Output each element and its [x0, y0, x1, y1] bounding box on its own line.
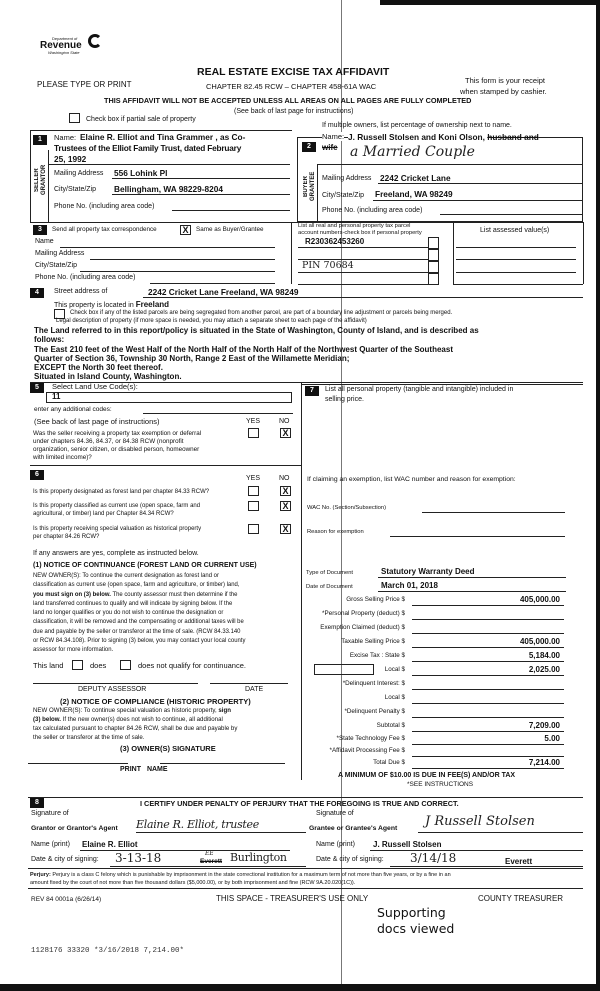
- perjury-bold: Perjury:: [30, 872, 51, 878]
- buyer-mailing-label: Mailing Address: [322, 175, 372, 182]
- exemption-claim-label: If claiming an exemption, list WAC number and reason for exemption:: [307, 476, 516, 483]
- deputy-date-field[interactable]: [210, 683, 288, 684]
- fee-line: [412, 744, 564, 745]
- historic-question: Is this property receiving special valuation as historical property: [33, 526, 202, 532]
- yes-header: YES: [246, 418, 261, 425]
- grantor-city-struck: Everett: [200, 858, 223, 865]
- owner-signature-field[interactable]: [28, 763, 128, 764]
- located-city: Freeland: [135, 300, 170, 309]
- partial-sale-label: Check box if partial sale of property: [86, 116, 196, 123]
- fee-value[interactable]: 5.00: [544, 734, 560, 743]
- notice-bold: sign: [218, 707, 231, 714]
- legal-description-line: The Land referred to in this report/policy is situated in the State of Washington, County of Island, and is described as: [34, 326, 479, 335]
- notice-line: [33, 706, 237, 715]
- parcel-number-handwritten[interactable]: PIN 70684: [302, 260, 354, 271]
- assessed-value-field[interactable]: [456, 247, 576, 248]
- forest-land-question: Is this property designated as forest land per chapter 84.33 RCW?: [33, 489, 210, 495]
- fee-label: Subtotal $: [376, 722, 405, 729]
- fee-value[interactable]: 405,000.00: [519, 637, 560, 646]
- fee-line: [412, 661, 564, 662]
- dor-logo: [40, 36, 82, 55]
- does-qualify-checkbox[interactable]: [72, 660, 83, 670]
- buyer-phone-field[interactable]: [440, 214, 583, 215]
- no-header: NO: [279, 475, 290, 482]
- grantee-sign-date[interactable]: 3/14/18: [410, 851, 457, 865]
- stamp-supporting: Supporting: [377, 905, 446, 920]
- street-address[interactable]: 2242 Cricket Lane Freeland, WA 98249: [148, 287, 299, 297]
- notice-text: The county assessor must then determine if the: [110, 590, 238, 598]
- grantee-print-name[interactable]: J. Russell Stolsen: [373, 840, 442, 849]
- section3-name-label: Name: [35, 238, 54, 245]
- grantor-date-city-label: Date & city of signing:: [31, 856, 99, 863]
- current-use-question: Is this property classified as current use (open space, farm and: [33, 503, 201, 509]
- logo-name: Revenue: [40, 40, 82, 51]
- forest-no-checkbox[interactable]: X: [280, 486, 291, 496]
- notice-line: NEW OWNER(S): To continue the current designation as forest land or: [33, 572, 219, 579]
- forest-yes-checkbox[interactable]: [248, 486, 259, 496]
- notice-continuance-text: [33, 571, 245, 655]
- wac-number-field[interactable]: [422, 512, 565, 513]
- fee-label: *Affidavit Processing Fee $: [329, 747, 405, 754]
- logo-swirl-icon: [88, 34, 102, 48]
- fee-value[interactable]: 7,209.00: [528, 721, 560, 730]
- scan-edge-bottom: [0, 984, 600, 991]
- see-back-instructions: (See back of last page of instructions): [34, 417, 160, 426]
- personal-property-checkbox-1[interactable]: [428, 237, 439, 249]
- notice-line: due and payable by the seller or transferor at the time of sale. (RCW 84.33.140: [33, 627, 241, 635]
- seller-mailing-label: Mailing Address: [54, 170, 104, 177]
- personal-property-label: selling price.: [325, 396, 364, 403]
- fee-line: [412, 756, 564, 757]
- fee-line: [412, 717, 564, 718]
- buyer-mailing-address[interactable]: 2242 Cricket Lane: [380, 173, 451, 183]
- grantor-sign-city[interactable]: Burlington: [230, 851, 287, 864]
- seller-mailing-address[interactable]: 556 Lohink Pl: [114, 168, 168, 178]
- buyer-grantee-label: BUYER GRANTEE: [303, 171, 316, 201]
- land-use-code: 11: [52, 392, 61, 401]
- date-label: DATE: [245, 686, 264, 693]
- buyer-name-line-1[interactable]: [348, 132, 539, 142]
- fee-label: Taxable Selling Price $: [341, 638, 405, 645]
- additional-codes-label: enter any additional codes:: [34, 406, 112, 413]
- form-title: REAL ESTATE EXCISE TAX AFFIDAVIT: [197, 66, 390, 78]
- notice-text: If the new owner(s) does not wish to continue, all additional: [60, 716, 223, 723]
- owner-print-name-field[interactable]: [160, 763, 285, 764]
- exemption-question: Was the seller receiving a property tax exemption or deferral: [33, 430, 202, 437]
- parcel-header-1: List all real and personal property tax parcel: [298, 223, 411, 229]
- receipt-note-1: This form is your receipt: [465, 76, 546, 85]
- stamp-docs-viewed: docs viewed: [377, 921, 455, 936]
- buyer-name: J. Russell Stolsen and Koni Olson,: [348, 132, 485, 142]
- seller-phone-field[interactable]: [172, 210, 290, 211]
- legal-description-line: The East 210 feet of the West Half of the North Half of the North Half of the Northwest Quarter of the Southeast: [34, 345, 453, 354]
- seller-name-line-3[interactable]: 25, 1992: [54, 154, 87, 164]
- assessed-value-field[interactable]: [456, 272, 576, 273]
- located-label: This property is located in: [54, 302, 134, 309]
- assessed-value-header: List assessed value(s): [480, 227, 550, 234]
- treasurer-use-label: THIS SPACE - TREASURER'S USE ONLY: [216, 894, 369, 903]
- located-in: [54, 300, 169, 309]
- fee-line: [412, 633, 564, 634]
- section3-name-field[interactable]: [60, 247, 275, 248]
- grantor-agent-label: Grantor or Grantor's Agent: [31, 825, 118, 832]
- fee-line: [412, 647, 564, 648]
- section-4-number: 4: [30, 288, 44, 298]
- notice-line: or RCW 84.34.108). Prior to signing (3) below, you may contact your local county: [33, 637, 246, 645]
- cashier-receipt-line: 1128176 33320 *3/16/2018 7,214.00*: [31, 947, 185, 955]
- local-tax-code-field[interactable]: [314, 664, 374, 675]
- notice-line: classification as current use (open space, farm and agriculture, or timber) land,: [33, 581, 240, 589]
- fee-line: [412, 731, 564, 732]
- grantee-name-print-label: Name (print): [316, 841, 355, 848]
- notice-continuance-title: (1) NOTICE OF CONTINUANCE (FOREST LAND OR CURRENT USE): [33, 562, 257, 569]
- notice-line: [33, 715, 237, 724]
- document-date-label: Date of Document: [306, 584, 353, 590]
- receipt-note-2: when stamped by cashier.: [460, 87, 547, 96]
- deputy-assessor-label: DEPUTY ASSESSOR: [78, 686, 147, 693]
- document-type-label: Type of Document: [306, 570, 354, 576]
- perjury-note: [30, 871, 451, 887]
- section3-mailing-field[interactable]: [90, 259, 275, 260]
- street-address-label: Street address of: [54, 288, 108, 295]
- yes-header: YES: [246, 475, 261, 482]
- fee-line: [412, 675, 564, 676]
- current-use-yes-checkbox[interactable]: [248, 501, 259, 511]
- grantor-print-name[interactable]: Elaine R. Elliot: [82, 840, 138, 849]
- buyer-name-label: Name:: [322, 132, 345, 141]
- seller-city-label: City/State/Zip: [54, 186, 97, 193]
- grantee-signature-label: Signature of: [316, 810, 354, 817]
- logo-state: Washington State: [48, 50, 80, 55]
- fee-label: Exemption Claimed (deduct) $: [320, 624, 405, 631]
- fee-value[interactable]: 5,184.00: [528, 651, 560, 660]
- seller-city-state-zip[interactable]: Bellingham, WA 98229-8204: [114, 184, 223, 194]
- section3-phone-label: Phone No. (including area code): [35, 274, 136, 281]
- section-2-number: 2: [302, 142, 316, 152]
- fee-label: Local $: [384, 666, 405, 673]
- see-instructions-note: *SEE INSTRUCTIONS: [407, 781, 474, 788]
- multiple-owners-note: If multiple owners, list percentage of ownership next to name.: [322, 122, 512, 129]
- grantee-date-city-label: Date & city of signing:: [316, 856, 384, 863]
- legal-description-line: follows:: [34, 335, 65, 344]
- legal-description-line: EXCEPT the North 30 feet thereof.: [34, 363, 163, 372]
- grantee-agent-label: Grantee or Grantee's Agent: [309, 825, 398, 832]
- current-use-question: agricultural, or timber) land per Chapter 84.34 RCW?: [33, 511, 174, 517]
- current-use-no-checkbox[interactable]: X: [280, 501, 291, 511]
- notice-line: assessor for more information.: [33, 646, 114, 654]
- buyer-handwritten-note: a Married Couple: [350, 144, 475, 160]
- form-revision: REV 84 0001a (6/26/14): [31, 896, 102, 903]
- fee-line: [412, 605, 564, 606]
- notice-line: land no longer qualifies or you do not wish to continue the designation or: [33, 609, 224, 617]
- legal-description-label: Legal description of property (if more space is needed, you may attach a separate sheet to each page of the affidavit): [56, 318, 367, 324]
- fee-label: Total Due $: [373, 759, 405, 766]
- fee-label: *Delinquent Interest: $: [342, 680, 405, 687]
- chapter-line: CHAPTER 82.45 RCW – CHAPTER 458-61A WAC: [206, 82, 377, 91]
- perjury-text: Perjury is a class C felony which is punishable by imprisonment in the state correctional institution for a maximum term of not more than five years, or by a fine in an: [50, 872, 451, 878]
- struck-text-wife: wife: [322, 143, 338, 152]
- historic-question: per chapter 84.26 RCW?: [33, 534, 100, 540]
- print-name-label: PRINT NAME: [120, 766, 168, 773]
- exemption-reason-label: Reason for exemption: [307, 529, 364, 535]
- fee-label: Excise Tax : State $: [349, 652, 405, 659]
- section3-phone-field[interactable]: [150, 283, 275, 284]
- parcel-header-2: account numbers-check box if personal property: [298, 230, 422, 236]
- personal-property-checkbox-4[interactable]: [428, 273, 439, 285]
- wac-number-label: WAC No. (Section/Subsection): [307, 505, 387, 511]
- perjury-certification: I CERTIFY UNDER PENALTY OF PERJURY THAT THE FOREGOING IS TRUE AND CORRECT.: [140, 799, 459, 808]
- assessed-value-field[interactable]: [456, 259, 576, 260]
- exemption-question: with limited income)?: [33, 454, 92, 461]
- does-not-qualify-checkbox[interactable]: [120, 660, 131, 670]
- section-3-number: 3: [33, 225, 47, 235]
- fee-value[interactable]: 405,000.00: [519, 595, 560, 604]
- fee-line: [412, 689, 564, 690]
- notice-line: land transferred continues to qualify and will indicate by signing below. If the: [33, 599, 233, 607]
- fee-label: Local $: [384, 694, 405, 701]
- same-as-buyer-label: Same as Buyer/Grantee: [196, 226, 264, 233]
- notice-bold: you must sign on (3) below.: [33, 590, 111, 598]
- minimum-due-note: A MINIMUM OF $10.00 IS DUE IN FEE(S) AND/OR TAX: [338, 772, 516, 779]
- type-print-note: PLEASE TYPE OR PRINT: [37, 80, 132, 89]
- parcel-number-1[interactable]: R230362453260: [305, 237, 365, 246]
- buyer-city-state-zip[interactable]: Freeland, WA 98249: [375, 189, 453, 199]
- grantee-signature[interactable]: J Russell Stolsen: [425, 814, 535, 829]
- document-date[interactable]: March 01, 2018: [381, 581, 438, 590]
- exemption-yes-checkbox[interactable]: [248, 428, 259, 438]
- perjury-line: [30, 871, 451, 879]
- fee-line: [412, 768, 564, 769]
- fee-value[interactable]: 2,025.00: [528, 665, 560, 674]
- fee-label: Gross Selling Price $: [346, 596, 405, 603]
- county-treasurer-label: COUNTY TREASURER: [478, 894, 564, 903]
- seller-name-line-2[interactable]: Trustees of the Elliot Family Trust, dated February: [54, 143, 242, 153]
- buyer-city-label: City/State/Zip: [322, 192, 365, 199]
- legal-description-line: Situated in Island County, Washington.: [34, 372, 182, 381]
- buyer-phone-label: Phone No. (including area code): [322, 207, 423, 214]
- fee-label: *State Technology Fee $: [336, 735, 405, 742]
- partial-sale-checkbox[interactable]: [69, 113, 80, 123]
- notice-line: classification, it will be removed and the compensating or additional taxes will be: [33, 618, 244, 626]
- section-6-number: 6: [30, 470, 44, 480]
- grantor-name-print-label: Name (print): [31, 841, 70, 848]
- notice-compliance-title: (2) NOTICE OF COMPLIANCE (HISTORIC PROPERTY): [60, 697, 251, 706]
- section3-city-field[interactable]: [80, 271, 275, 272]
- notice-bold: (3) below.: [33, 716, 61, 723]
- does-label: does: [90, 661, 107, 670]
- land-use-label: Select Land Use Code(s):: [52, 382, 138, 391]
- does-not-label: does not qualify for continuance.: [138, 661, 246, 670]
- section3-mailing-label: Mailing Address: [35, 250, 85, 257]
- exemption-question: organization, senior citizen, or disabled person, homeowner: [33, 446, 200, 453]
- seller-phone-label: Phone No. (including area code): [54, 203, 155, 210]
- notice-line: [33, 590, 245, 599]
- no-header: NO: [279, 418, 290, 425]
- warning-line: THIS AFFIDAVIT WILL NOT BE ACCEPTED UNLESS ALL AREAS ON ALL PAGES ARE FULLY COMPLETED: [104, 96, 472, 105]
- same-as-buyer-checkbox[interactable]: X: [180, 225, 191, 235]
- section3-city-label: City/State/Zip: [35, 262, 78, 269]
- section-8-number: 8: [30, 798, 44, 808]
- section-7-number: 7: [305, 386, 319, 396]
- seller-grantor-label: SELLER GRANTOR: [34, 164, 47, 196]
- grantor-signature-label: Signature of: [31, 810, 69, 817]
- owner-signature-title: (3) OWNER(S) SIGNATURE: [120, 744, 216, 753]
- fee-label: *Delinquent Penalty $: [344, 708, 405, 715]
- historic-yes-checkbox[interactable]: [248, 524, 259, 534]
- seller-name-label: Name:: [54, 133, 77, 142]
- this-land-label: This land: [33, 661, 64, 670]
- document-type[interactable]: Statutory Warranty Deed: [381, 567, 475, 576]
- historic-no-checkbox[interactable]: X: [280, 524, 291, 534]
- legal-description-line: Quarter of Section 36, Township 30 North, Range 2 East of the Willamette Meridian;: [34, 354, 350, 363]
- notice-line: tax calculated pursuant to chapter 84.26 RCW, shall be due and payable by: [33, 725, 238, 732]
- exemption-no-checkbox[interactable]: X: [280, 428, 291, 438]
- notice-text: NEW OWNER(S): To continue special valuation as historic property,: [33, 707, 217, 714]
- seller-name-line-1[interactable]: Elaine R. Elliot and Tina Grammer , as Co-: [80, 132, 246, 142]
- land-use-code-field[interactable]: [46, 392, 292, 403]
- tax-correspondence-label: Send all property tax correspondence: [52, 226, 157, 233]
- perjury-line: amount fixed by the court of not more than five thousand dollars ($5,000.00), or by both imprisonment and fine (RCW 9A.20.020(1C)).: [30, 880, 356, 886]
- grantor-sign-date[interactable]: 3-13-18: [115, 851, 162, 865]
- personal-property-label: List all personal property (tangible and intangible) included in: [325, 386, 514, 393]
- personal-property-checkbox-3[interactable]: [428, 261, 439, 273]
- logo-dept: Department of: [52, 36, 78, 41]
- fee-label: *Personal Property (deduct) $: [322, 610, 405, 617]
- fee-line: [412, 703, 564, 704]
- scan-edge-right: [596, 0, 600, 991]
- if-yes-note: If any answers are yes, complete as instructed below.: [33, 550, 199, 557]
- notice-line: the seller or transferor at the time of sale.: [33, 734, 145, 741]
- grantee-sign-city[interactable]: Everett: [505, 857, 533, 866]
- exemption-question: under chapters 84.36, 84.37, or 84.38 RCW (nonprofit: [33, 438, 184, 445]
- correction-initials: EE: [205, 850, 214, 857]
- section-1-number: 1: [33, 135, 47, 145]
- personal-property-checkbox-2[interactable]: [428, 249, 439, 261]
- grantor-signature[interactable]: Elaine R. Elliot, trustee: [136, 818, 259, 831]
- exemption-reason-field[interactable]: [390, 536, 565, 537]
- segregated-label: Check box if any of the listed parcels are being segregated from another parcel, are part of a boundary line adjustment or parcels being merged.: [70, 310, 453, 316]
- fee-value[interactable]: 7,214.00: [528, 758, 560, 767]
- scan-edge-top: [380, 0, 600, 5]
- notice-compliance-text: [33, 706, 237, 742]
- deputy-assessor-signature[interactable]: [33, 683, 198, 684]
- see-back-note: (See back of last page for instructions): [234, 108, 354, 115]
- section-5-number: 5: [30, 383, 44, 393]
- additional-codes-field[interactable]: [143, 413, 293, 414]
- struck-text: husband and: [487, 132, 539, 142]
- fee-line: [412, 619, 564, 620]
